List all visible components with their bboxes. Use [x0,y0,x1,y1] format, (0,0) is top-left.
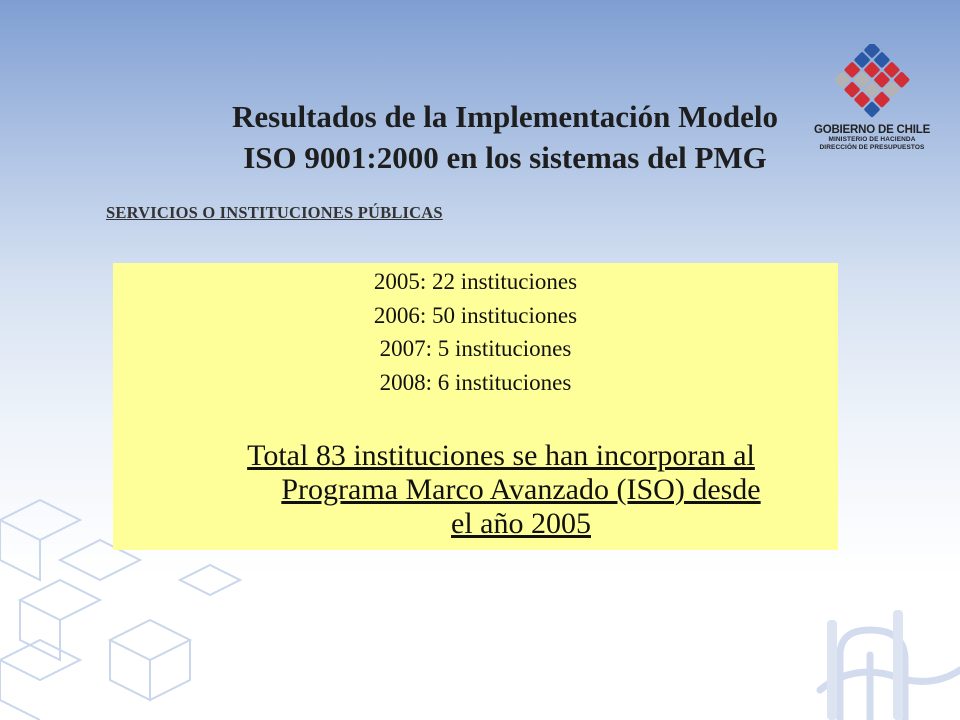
year-item: 2007: 5 instituciones [379,336,572,361]
logo-ministry: MINISTERIO DE HACIENDA [828,136,916,143]
logo-name: GOBIERNO DE CHILE [813,124,931,136]
year-item: 2008: 6 instituciones [379,369,572,395]
total-line-3: el año 2005 [451,507,591,540]
year-item: 2005: 22 instituciones [373,269,578,294]
results-box [113,263,838,550]
page-title [150,96,860,178]
section-subtitle: SERVICIOS O INSTITUCIONES PÚBLICAS [106,203,443,222]
title-line-2: ISO 9001:2000 en los sistemas del PMG [243,140,767,175]
gobierno-de-chile-icon [808,44,936,124]
year-item: 2006: 50 instituciones [373,302,578,328]
total-line-2: Programa Marco Avanzado (ISO) desde [281,473,761,506]
gobierno-de-chile-logo [808,44,936,174]
title-line-1: Resultados de la Implementación Modelo [232,99,778,134]
total-summary [183,439,819,541]
logo-direction: DIRECCIÓN DE PRESUPUESTOS [819,144,925,151]
logo-text [808,124,936,152]
year-list [113,265,838,399]
total-line-1: Total 83 instituciones se han incorporan al [247,439,755,472]
